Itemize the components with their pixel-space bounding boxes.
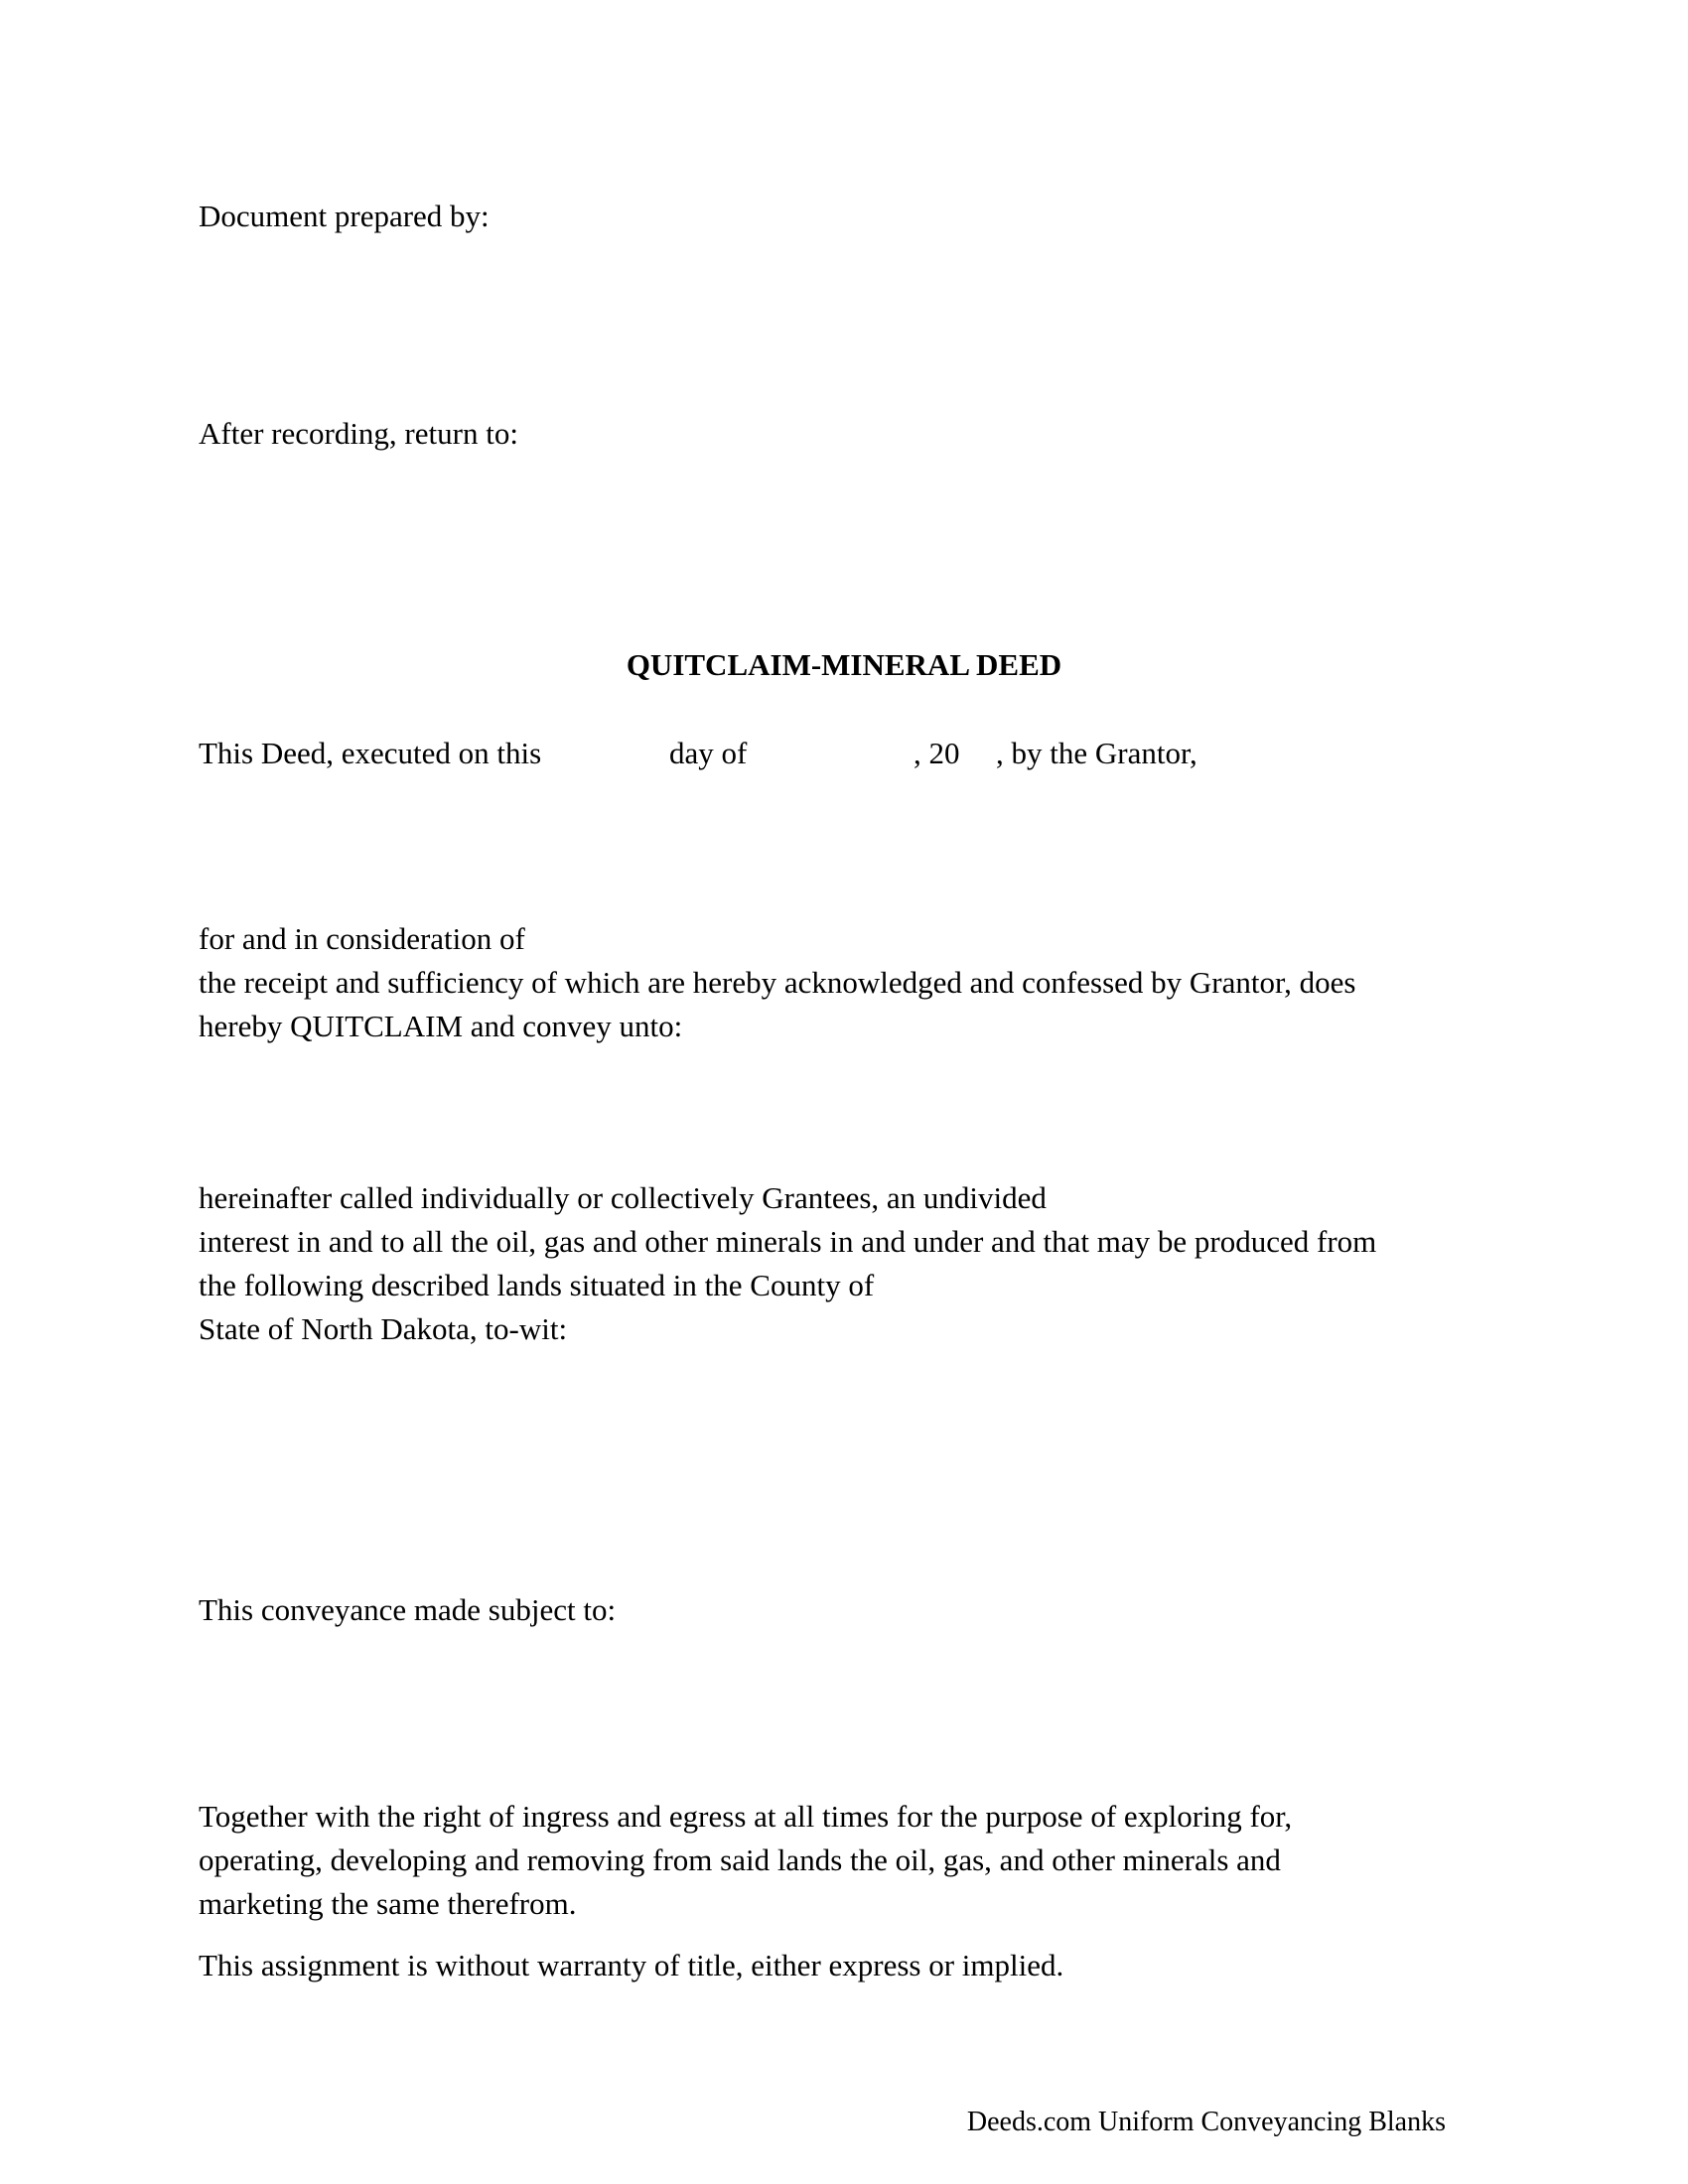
return-to-label: After recording, return to: [199,416,518,451]
execution-by-grantor: , by the Grantor, [996,736,1197,770]
execution-year-prefix: , 20 [914,736,960,770]
ingress-line-3: marketing the same therefrom. [199,1886,577,1921]
subject-to-label: This conveyance made subject to: [199,1592,617,1627]
consideration-line-2: the receipt and sufficiency of which are hereby acknowledged and confessed by Grantor, does [199,965,1356,1000]
grantees-line-3: the following described lands situated in the County of [199,1268,875,1302]
execution-day-of: day of [669,736,748,770]
grantees-line-1: hereinafter called individually or collectively Grantees, an undivided [199,1180,1047,1215]
document-title: QUITCLAIM-MINERAL DEED [626,647,1062,682]
warranty-statement: This assignment is without warranty of title, either express or implied. [199,1948,1064,1982]
consideration-line-1: for and in consideration of [199,921,525,956]
ingress-line-1: Together with the right of ingress and egress at all times for the purpose of exploring for, [199,1799,1293,1834]
execution-intro: This Deed, executed on this [199,736,542,770]
consideration-line-3: hereby QUITCLAIM and convey unto: [199,1009,683,1043]
footer-credit: Deeds.com Uniform Conveyancing Blanks [966,2107,1446,2137]
prepared-by-label: Document prepared by: [199,199,490,233]
ingress-line-2: operating, developing and removing from said lands the oil, gas, and other minerals and [199,1843,1281,1877]
grantees-line-4: State of North Dakota, to-wit: [199,1311,568,1346]
grantees-line-2: interest in and to all the oil, gas and other minerals in and under and that may be produced from [199,1224,1377,1259]
